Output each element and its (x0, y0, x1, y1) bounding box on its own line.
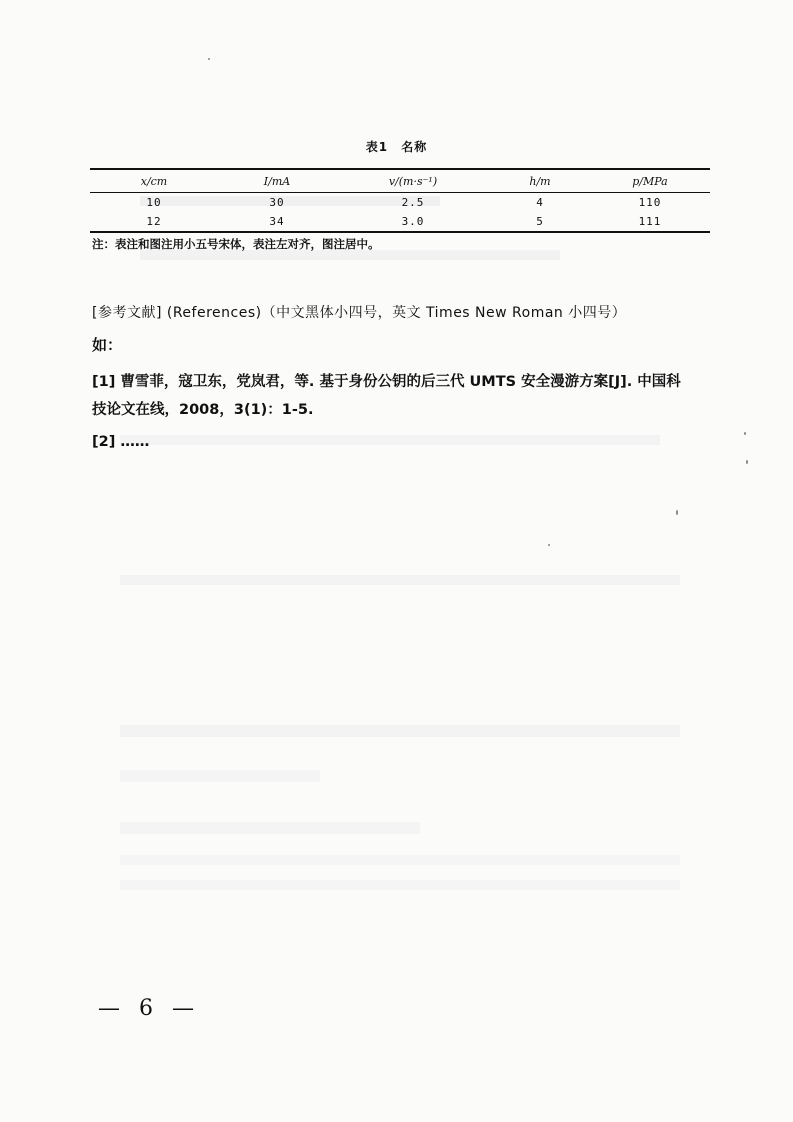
references-heading: [参考文献] (References)（中文黑体小四号，英文 Times New Roman 小四号） (92, 305, 627, 321)
scan-speck (746, 460, 748, 464)
show-through-line (120, 725, 680, 737)
table-header-row (90, 169, 710, 193)
table-cell: 10 (146, 196, 162, 209)
table-cell: 30 (269, 196, 285, 209)
scan-speck (548, 544, 550, 546)
scan-speck (676, 510, 678, 515)
table-header-cell: p/MPa (632, 174, 668, 188)
table-cell: 111 (638, 215, 662, 228)
reference-item: [1] 曹雪菲，寇卫东，党岚君，等. 基于身份公钥的后三代 UMTS 安全漫游方案[J]. 中国科技论文在线，2008，3(1)：1-5. (92, 374, 681, 418)
table-caption (0, 138, 793, 155)
reference-item: [2] …… (92, 434, 150, 450)
show-through-line (120, 880, 680, 890)
scan-speck (208, 58, 210, 60)
table-note: 注：表注和图注用小五号宋体，表注左对齐，图注居中。 (92, 237, 380, 251)
table-header-cell: v/(m·s⁻¹) (388, 174, 438, 188)
show-through-line (120, 822, 420, 834)
show-through-line (120, 855, 680, 865)
table-row (90, 193, 710, 213)
page-number: — 6 — (98, 996, 200, 1021)
scan-speck (744, 432, 746, 435)
table-cell: 3.0 (401, 215, 425, 228)
table-caption-number: 表1 (365, 140, 389, 154)
table-cell: 2.5 (401, 196, 425, 209)
show-through-line (120, 575, 680, 585)
table-cell: 4 (536, 196, 544, 209)
table-cell: 34 (269, 215, 285, 228)
example-label: 如： (92, 336, 123, 354)
table-header-cell: x/cm (140, 174, 168, 188)
data-table (90, 168, 710, 233)
table-header-cell: h/m (529, 174, 551, 188)
table-caption-title: 名称 (401, 140, 428, 154)
table-row (90, 212, 710, 232)
show-through-line (120, 770, 320, 782)
table-header-cell: I/mA (263, 174, 291, 188)
table-cell: 5 (536, 215, 544, 228)
table-cell: 12 (146, 215, 162, 228)
table-cell: 110 (638, 196, 662, 209)
